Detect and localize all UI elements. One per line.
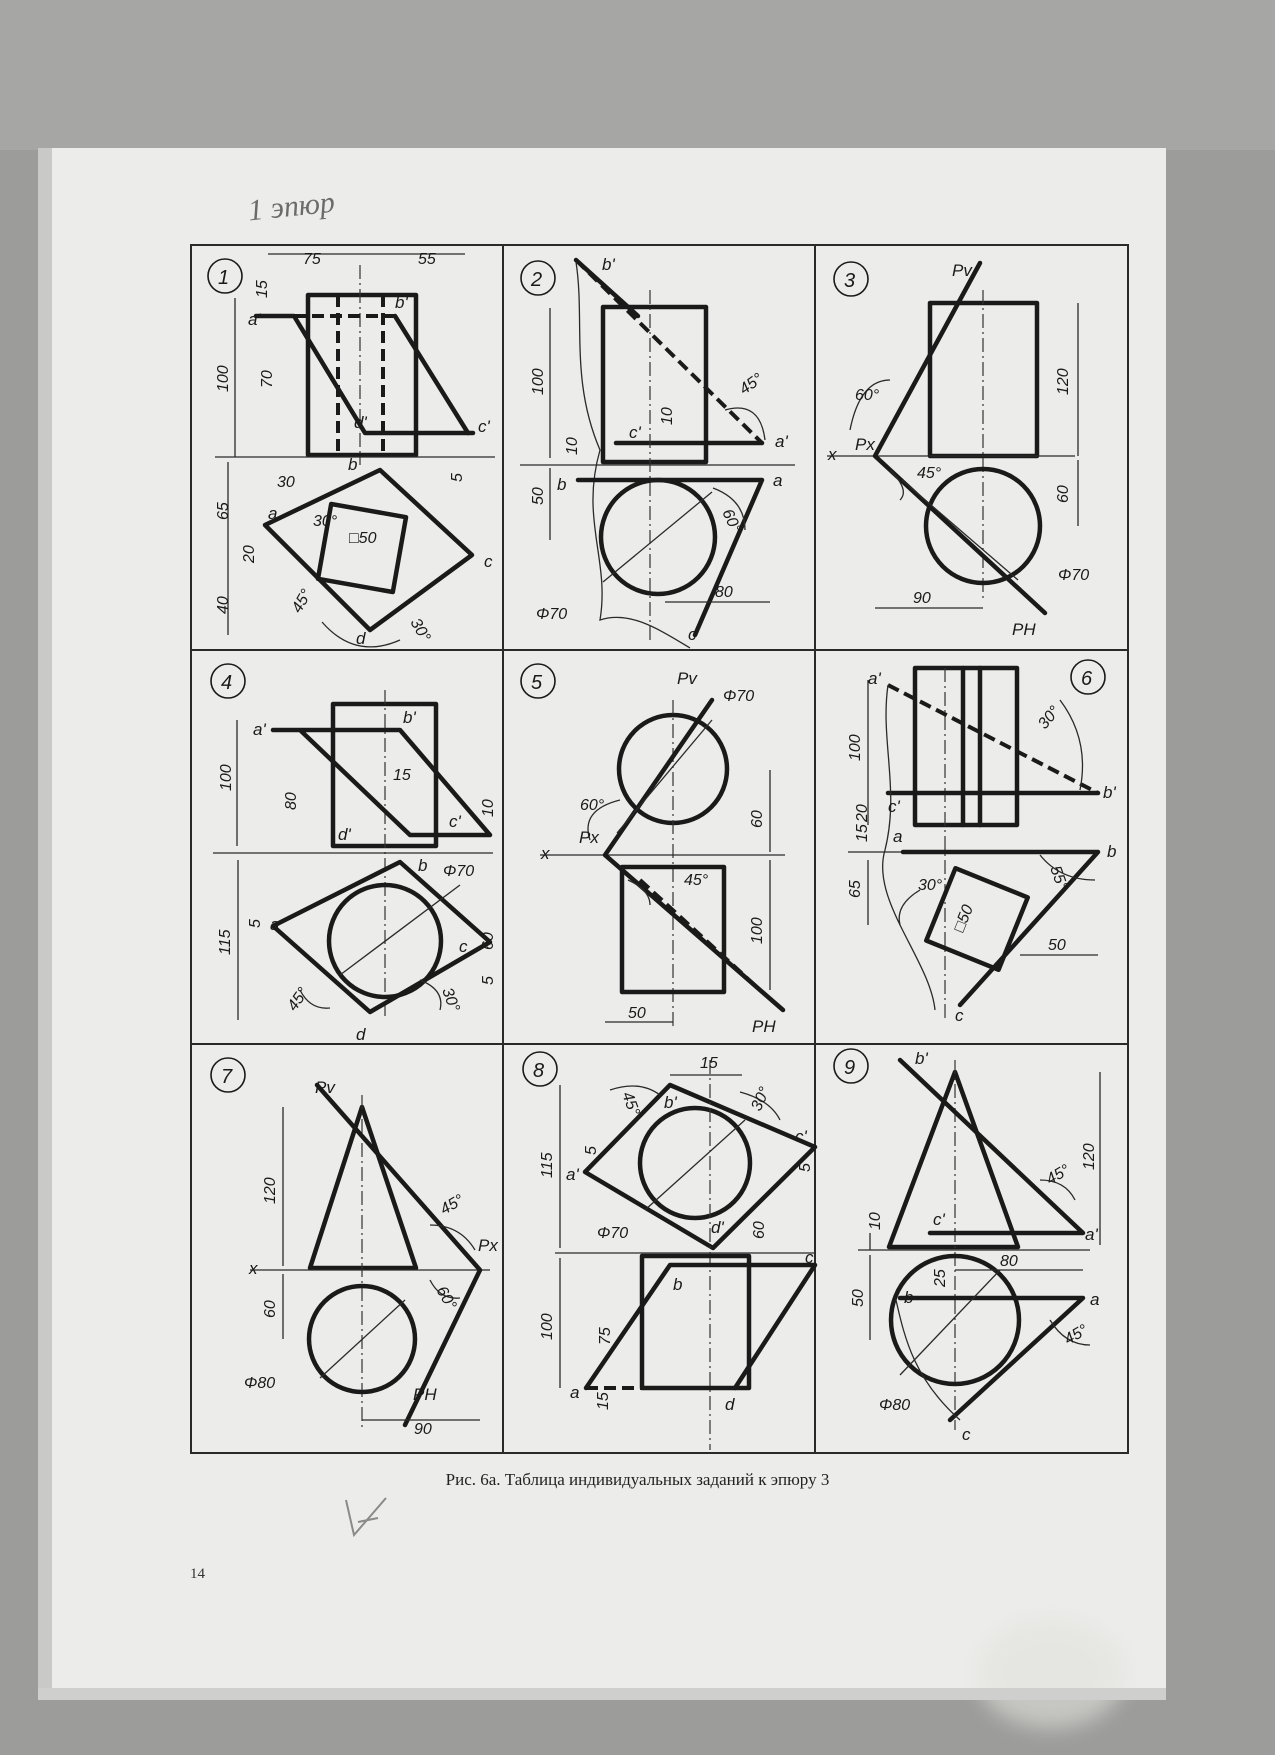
dimension-label: 115 [539,1152,556,1178]
cylinder-top-view [642,1256,749,1388]
cell-9 [834,1049,1100,1444]
point-label: c' [478,417,490,436]
point-label: b [673,1275,683,1294]
svg-text:5: 5 [531,672,543,694]
dimension-label: 90 [414,1421,432,1438]
plane-hidden-trace [888,685,1098,793]
svg-text:9: 9 [844,1057,856,1079]
diameter-line [900,1270,1000,1375]
angle-label: 45° [437,1191,467,1219]
point-label: a' [1085,1225,1098,1244]
dimension-label: 100 [847,734,864,761]
point-label: b [418,856,428,875]
figure-caption: Рис. 6а. Таблица индивидуальных заданий к эпюру 3 [445,1470,830,1489]
angle-label: 30° [1035,703,1064,733]
diameter-line [603,492,712,582]
diameter-line [645,1120,745,1210]
svg-text:2: 2 [531,269,543,291]
point-label: c [484,552,493,571]
point-label: b' [602,255,615,274]
cell-number-2 [521,261,555,295]
dimension-label: 90 [913,590,931,607]
plane-top-trace [900,1298,1083,1420]
svg-text:3: 3 [844,270,856,292]
angle-label: 45° [288,586,316,616]
trace-label: PH [752,1017,776,1036]
angle-label: 55° [1046,863,1071,893]
trace-label: Pv [952,261,972,280]
parallelogram-top [586,1265,815,1388]
cell-number-6 [1071,660,1105,694]
point-label: c [962,1425,971,1444]
angle-label: 60° [580,797,605,814]
point-label: c' [933,1210,945,1229]
dimension-label: 5 [449,473,466,482]
dimension-label: 80 [1000,1253,1018,1270]
angle-label: 45° [284,984,313,1015]
cell-4 [211,664,497,1044]
trace-label: Px [478,1236,498,1255]
dimension-label: 60 [1055,485,1072,503]
trace-label: PH [413,1385,437,1404]
trace-label: Px [579,828,599,847]
point-label: a [1090,1290,1100,1309]
cone-front-view [310,1107,416,1268]
dimension-label: Φ80 [244,1375,276,1392]
dimension-label: 20 [241,545,258,563]
dimension-label: 70 [259,370,276,388]
point-label: d [725,1395,735,1414]
svg-text:8: 8 [533,1060,545,1082]
cell-number-1 [208,259,242,293]
point-label: c' [888,797,900,816]
dimension-label: 50 [850,1289,867,1307]
axis-label: x [541,844,550,863]
diameter-line [902,480,1018,580]
point-label: a [570,1383,580,1402]
point-label: a' [253,720,266,739]
trace-label: Pv [315,1078,335,1097]
cylinder-front-view [915,668,1017,825]
dimension-label: 55 [418,251,436,268]
dimension-label: Φ70 [443,863,475,880]
point-label: d' [354,413,367,432]
angle-label: 45° [618,1089,643,1119]
angle-label: 60° [718,506,745,536]
trace-label: PH [1012,620,1036,639]
cell-2 [520,255,795,648]
dimension-label: 60 [749,810,766,828]
dimension-label: 15 [595,1392,612,1410]
cell-5 [521,664,785,1036]
dimension-label: 30 [277,474,295,491]
table-grid [191,245,1128,1453]
dimension-label: 25 [932,1269,949,1287]
dimension-label: 80 [715,584,733,601]
angle-label: 45° [684,872,709,889]
angle-label: 45° [736,370,767,399]
break-line [883,685,935,1010]
point-label: b [904,1288,914,1307]
angle-label: 30° [918,877,943,894]
page-number: 14 [190,1566,205,1582]
cone-front-view [889,1072,1018,1247]
angle-label: 30° [748,1084,774,1114]
dimension-label: 10 [659,407,676,425]
dimension-label: 75 [597,1327,614,1345]
point-label: b' [664,1093,677,1112]
cell-number-3 [834,262,868,296]
dimension-label: 100 [530,368,547,395]
dimension-label: Φ70 [1058,567,1090,584]
angle-label: 30° [406,615,434,645]
angle-label: 45° [1061,1321,1091,1349]
point-label: a' [775,432,788,451]
dimension-label: 65 [215,502,232,520]
dimension-label: 5 [797,1163,814,1172]
cell-number-4 [211,664,245,698]
axis-label: x [249,1259,258,1278]
dimension-label: 115 [217,929,234,955]
dimension-label: 50 [1048,937,1066,954]
point-label: c [688,625,697,644]
cell-6 [847,660,1116,1025]
handwritten-note: 1 эпюр [246,185,337,228]
dimension-label: 15 [700,1055,718,1072]
point-label: c [805,1248,814,1267]
point-label: d' [338,825,351,844]
dimension-label: 120 [262,1177,279,1204]
dimension-label: 5 [583,1146,600,1155]
point-label: b [1107,842,1117,861]
dimension-label: 15 [254,280,271,298]
cell-number-8 [523,1052,557,1086]
angle-label: 30° [313,513,338,530]
angle-label: 60° [432,1283,460,1313]
point-label: c' [795,1127,807,1146]
dimension-label: 10 [480,799,497,817]
dimension-label: Φ80 [879,1397,911,1414]
cell-number-7 [211,1058,245,1092]
dimension-label: □50 [950,902,977,935]
dimension-label: Φ70 [536,606,568,623]
dimension-label: 60 [480,932,497,950]
svg-text:4: 4 [221,672,233,694]
angle-label: 45° [917,465,942,482]
cell-7 [211,1058,498,1438]
point-label: b' [1103,783,1116,802]
dimension-label: 120 [1055,368,1072,395]
parallelogram-front-edge [395,316,468,433]
dimension-label: 75 [303,251,321,268]
dimension-label: 15 [393,767,411,784]
point-label: c [955,1006,964,1025]
point-label: d' [711,1218,724,1237]
dimension-label: 120 [1081,1143,1098,1170]
trace-label: Px [855,435,875,454]
plane-traces [875,263,1045,613]
dimension-label: Φ70 [723,688,755,705]
trace-label: Pv [677,669,697,688]
point-label: a [270,915,280,934]
dimension-label: 50 [530,487,547,505]
dimension-label: 100 [539,1313,556,1340]
cell-number-5 [521,664,555,698]
angle-label: 45° [1043,1161,1073,1189]
point-label: c' [449,812,461,831]
point-label: a' [566,1165,579,1184]
point-label: a [773,471,783,490]
cell-number-9 [834,1049,868,1083]
dimension-label: 50 [628,1005,646,1022]
point-label: b' [403,708,416,727]
dimension-label: 5 [247,919,264,928]
cell-1 [208,251,495,648]
dimension-label: □50 [349,530,377,547]
cell-8 [523,1052,815,1450]
axis-label: x [828,445,837,464]
cell-3 [827,261,1089,639]
dimension-label: 80 [283,792,300,810]
point-label: b' [915,1049,928,1068]
point-label: a [268,504,278,523]
point-label: d [356,1025,366,1044]
point-label: a' [248,310,261,329]
dimension-label: 40 [215,596,232,614]
dimension-label: 10 [564,437,581,455]
point-label: b [557,475,567,494]
svg-text:7: 7 [221,1066,233,1088]
point-label: c' [629,423,641,442]
point-label: c [459,937,468,956]
dimension-label: 60 [262,1300,279,1318]
point-label: a' [868,669,881,688]
dimension-label: 100 [749,917,766,944]
angle-arc [899,890,920,925]
svg-text:1: 1 [218,267,230,289]
dimension-label: 65 [847,880,864,898]
dimension-label: Φ70 [597,1225,629,1242]
dimension-label: 60 [751,1221,768,1239]
dimension-label: 5 [480,976,497,985]
circle-front [640,1108,750,1218]
dimension-label: 100 [218,764,235,791]
angle-label: 30° [438,985,463,1015]
cylinder-front-view [603,307,706,462]
point-label: b [348,455,358,474]
plane-traces [317,1085,480,1425]
dimension-label: 10 [867,1212,884,1230]
angle-arc [1060,700,1083,790]
dimension-label: 15 [854,824,871,842]
pencil-check-mark [336,1490,396,1550]
svg-text:6: 6 [1081,668,1093,690]
point-label: d [356,629,366,648]
dimension-label: 100 [215,365,232,392]
point-label: a [893,827,903,846]
dimension-label: 20 [854,804,871,822]
angle-label: 60° [855,387,880,404]
point-label: b' [395,293,408,312]
